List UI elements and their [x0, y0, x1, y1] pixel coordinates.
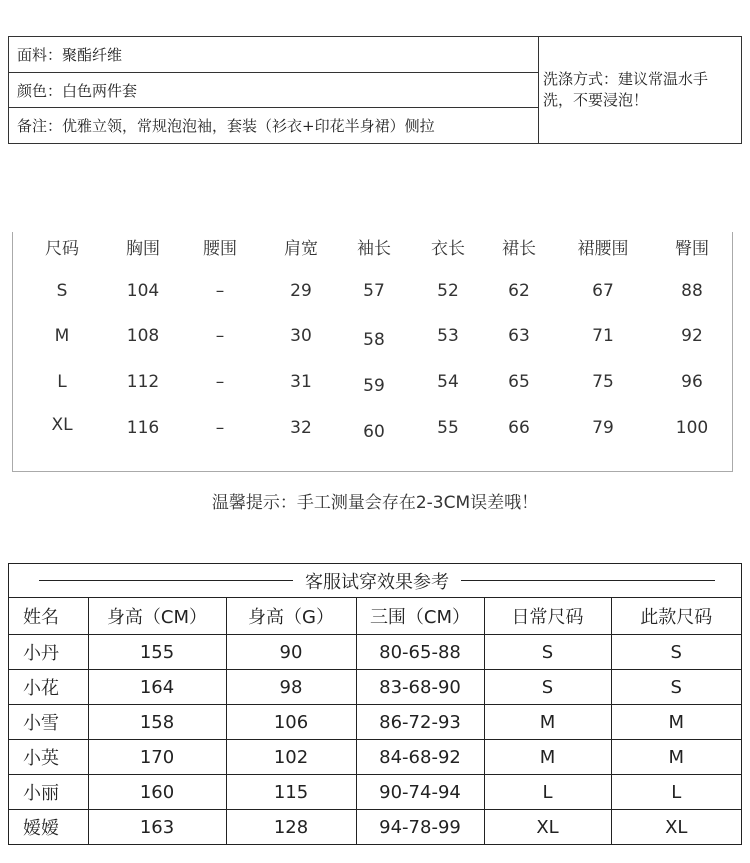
size-cell-shoulder: 29 [290, 281, 312, 301]
size-cell-sleeve: 58 [363, 330, 385, 350]
tryon-table [9, 598, 741, 844]
tryon-cell-measurements: 83-68-90 [356, 670, 484, 705]
size-cell-length: 52 [437, 281, 459, 301]
size-cell-skirt-length: 62 [508, 281, 530, 301]
tryon-cell-this-size: M [611, 740, 741, 775]
tryon-cell-daily-size: M [484, 740, 611, 775]
size-header-shoulder: 肩宽 [284, 239, 318, 259]
tryon-cell-measurements: 84-68-92 [356, 740, 484, 775]
size-header-length: 衣长 [431, 239, 465, 259]
tryon-header-height-cm: 身高（CM） [88, 598, 226, 635]
size-cell-hip: 100 [675, 418, 709, 438]
size-cell-waist: – [215, 372, 225, 392]
size-cell-length: 53 [437, 326, 459, 346]
tryon-cell-measurements: 90-74-94 [356, 775, 484, 810]
size-cell-hip: 88 [681, 281, 703, 301]
size-header-waist: 腰围 [203, 239, 237, 259]
tryon-cell-name: 小花 [9, 670, 88, 705]
size-header-skirt-length: 裙长 [502, 239, 536, 259]
title-divider-right [461, 580, 715, 581]
size-cell-size: XL [51, 415, 73, 435]
measurement-tip: 温馨提示：手工测量会存在2-3CM误差哦！ [211, 493, 539, 513]
tryon-cell-weight-g: 90 [226, 635, 356, 670]
tryon-header-weight-g: 身高（G） [226, 598, 356, 635]
tryon-cell-height-cm: 158 [88, 705, 226, 740]
tryon-cell-weight-g: 128 [226, 810, 356, 845]
size-cell-waist: – [215, 281, 225, 301]
tryon-header-measurements: 三围（CM） [356, 598, 484, 635]
tryon-cell-weight-g: 115 [226, 775, 356, 810]
tryon-cell-name: 小英 [9, 740, 88, 775]
tryon-cell-height-cm: 155 [88, 635, 226, 670]
tryon-cell-weight-g: 98 [226, 670, 356, 705]
tryon-cell-daily-size: S [484, 670, 611, 705]
tryon-cell-measurements: 94-78-99 [356, 810, 484, 845]
size-cell-sleeve: 60 [363, 422, 385, 442]
tryon-cell-name: 小丽 [9, 775, 88, 810]
size-cell-bust: 108 [126, 326, 160, 346]
size-cell-shoulder: 30 [290, 326, 312, 346]
tryon-header-daily-size: 日常尺码 [484, 598, 611, 635]
table-row [9, 670, 741, 705]
size-cell-skirt-length: 65 [508, 372, 530, 392]
product-info-box [8, 36, 742, 144]
tryon-cell-daily-size: L [484, 775, 611, 810]
size-cell-bust: 104 [126, 281, 160, 301]
tryon-header-name: 姓名 [9, 598, 88, 635]
size-cell-size: L [57, 372, 67, 392]
size-chart-panel [12, 232, 733, 472]
product-info-left [9, 37, 539, 143]
size-cell-skirt-waist: 71 [592, 326, 614, 346]
size-cell-length: 55 [437, 418, 459, 438]
fabric-row: 面料：聚酯纤维 [9, 37, 538, 73]
tryon-cell-name: 嫒嫒 [9, 810, 88, 845]
size-cell-bust: 112 [126, 372, 160, 392]
tryon-header-this-size: 此款尺码 [611, 598, 741, 635]
tryon-cell-this-size: S [611, 635, 741, 670]
tryon-cell-this-size: S [611, 670, 741, 705]
size-header-skirt-waist: 裙腰围 [577, 239, 629, 259]
size-header-hip: 臀围 [675, 239, 709, 259]
size-header-bust: 胸围 [126, 239, 160, 259]
table-row [9, 775, 741, 810]
size-cell-shoulder: 32 [290, 418, 312, 438]
tryon-cell-weight-g: 102 [226, 740, 356, 775]
tryon-cell-measurements: 86-72-93 [356, 705, 484, 740]
size-cell-shoulder: 31 [290, 372, 312, 392]
size-cell-skirt-waist: 75 [592, 372, 614, 392]
size-cell-hip: 92 [681, 326, 703, 346]
tryon-cell-daily-size: S [484, 635, 611, 670]
tryon-cell-height-cm: 164 [88, 670, 226, 705]
size-cell-length: 54 [437, 372, 459, 392]
size-header-size: 尺码 [45, 239, 79, 259]
size-cell-skirt-waist: 79 [592, 418, 614, 438]
tryon-cell-daily-size: M [484, 705, 611, 740]
size-cell-size: M [54, 326, 70, 346]
table-row [9, 635, 741, 670]
tryon-cell-measurements: 80-65-88 [356, 635, 484, 670]
tryon-cell-height-cm: 160 [88, 775, 226, 810]
tryon-cell-daily-size: XL [484, 810, 611, 845]
table-row [9, 740, 741, 775]
tryon-cell-name: 小丹 [9, 635, 88, 670]
size-cell-skirt-length: 63 [508, 326, 530, 346]
size-cell-sleeve: 59 [363, 376, 385, 396]
size-cell-waist: – [215, 418, 225, 438]
tryon-header-row [9, 598, 741, 635]
size-header-sleeve: 袖长 [357, 239, 391, 259]
washing-instructions: 洗涤方式：建议常温水手洗，不要浸泡！ [543, 70, 709, 109]
tryon-title: 客服试穿效果参考 [305, 571, 449, 593]
tryon-cell-this-size: M [611, 705, 741, 740]
tryon-cell-height-cm: 163 [88, 810, 226, 845]
size-cell-size: S [56, 281, 68, 301]
tryon-cell-height-cm: 170 [88, 740, 226, 775]
size-cell-sleeve: 57 [363, 281, 385, 301]
title-divider-left [39, 580, 293, 581]
size-cell-hip: 96 [681, 372, 703, 392]
tryon-cell-this-size: XL [665, 816, 688, 838]
size-cell-skirt-length: 66 [508, 418, 530, 438]
size-cell-waist: – [215, 326, 225, 346]
table-row [9, 705, 741, 740]
tryon-cell-weight-g: 106 [226, 705, 356, 740]
size-cell-skirt-waist: 67 [592, 281, 614, 301]
note-row: 备注：优雅立领，常规泡泡袖，套装（衫衣+印花半身裙）侧拉 [17, 117, 435, 136]
table-row [9, 810, 741, 845]
color-row: 颜色：白色两件套 [9, 73, 538, 109]
tryon-reference-table [8, 563, 742, 845]
tryon-cell-this-size: L [611, 775, 741, 810]
tryon-cell-name: 小雪 [9, 705, 88, 740]
size-cell-bust: 116 [126, 418, 160, 438]
tryon-title-bar [9, 564, 741, 598]
